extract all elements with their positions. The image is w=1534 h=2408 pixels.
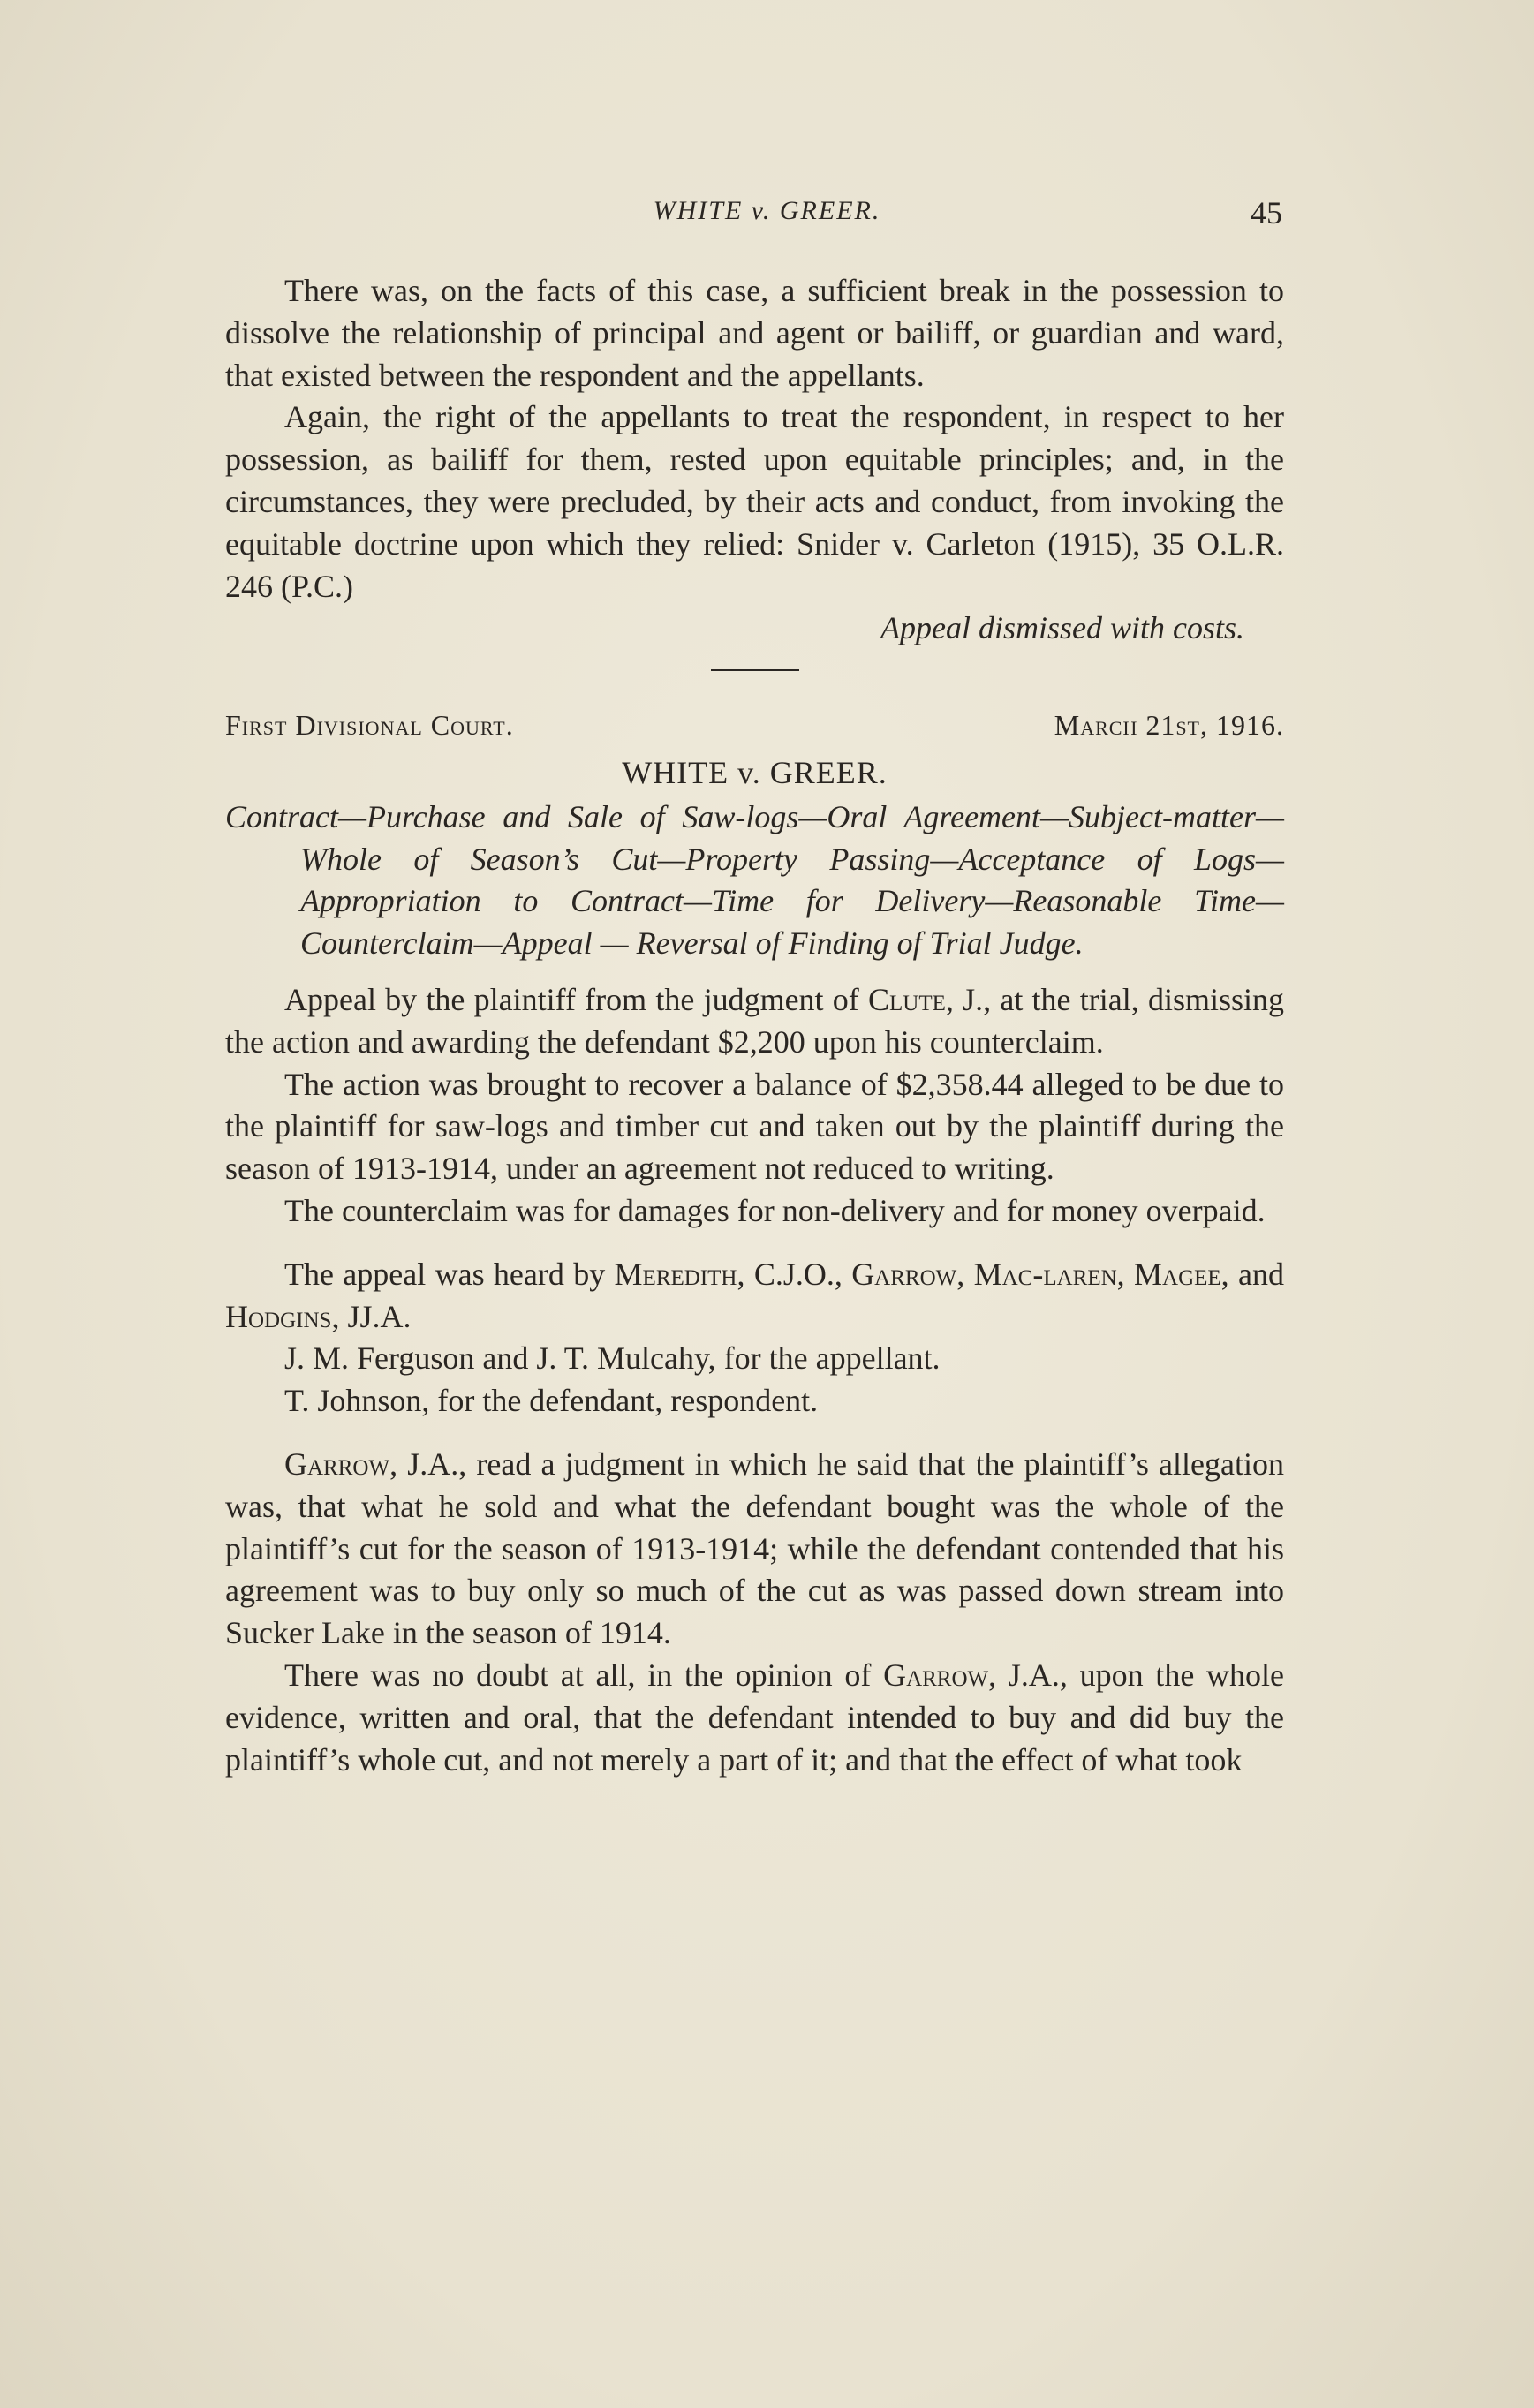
judge-name: Magee bbox=[1134, 1256, 1221, 1292]
previous-case-paragraph-1: There was, on the facts of this case, a sufficient break in the possession to dissolve the relationship of principal and agent or bailiff, or guardian and ward, that existed between the respondent and the appellants. bbox=[225, 273, 1284, 393]
counsel-appellant: J. M. Ferguson and J. T. Mulcahy, for the appellant. bbox=[284, 1340, 941, 1377]
bench-text-c: , bbox=[956, 1256, 974, 1292]
judge-name: Meredith bbox=[614, 1256, 737, 1292]
judgment-2-text-b: , J.A., upon the whole evidence, written and oral, that the defendant intended to buy and did buy the plaintiff’s whole cut, and not merely a part of it; and that the effect of what took bbox=[225, 1657, 1284, 1778]
judge-name: Garrow bbox=[883, 1657, 989, 1693]
disposition: Appeal dismissed with costs. bbox=[880, 610, 1244, 646]
bench-text-f: , JJ.A. bbox=[331, 1298, 412, 1334]
page-number: 45 bbox=[1251, 195, 1282, 230]
counsel-respondent: T. Johnson, for the defendant, respondent. bbox=[284, 1383, 819, 1419]
case-title: WHITE v. GREER. bbox=[622, 754, 888, 790]
running-head bbox=[0, 196, 1534, 240]
catchwords: Contract—Purchase and Sale of Saw-logs—Oral Agreement—Subject-matter—Whole of Season’s Cut—Property Passing—Acceptance of Logs—Appropriation to Contract—Time for Delivery—Reasonable Time—Counterclaim—Appeal — Reversal of Finding of Trial Judge. bbox=[225, 798, 1284, 962]
bench-paragraph bbox=[225, 1254, 1284, 1339]
bench-text-a: The appeal was heard by bbox=[284, 1256, 615, 1292]
intro-paragraph-1 bbox=[225, 979, 1284, 1064]
bench-text-e: , and bbox=[1220, 1256, 1284, 1292]
judgment-paragraph-2 bbox=[225, 1655, 1284, 1781]
judge-name: Garrow bbox=[284, 1446, 390, 1482]
spacer bbox=[225, 1233, 1284, 1254]
decision-date: March 21st, 1916. bbox=[1054, 709, 1284, 742]
judgment-paragraph-1 bbox=[225, 1444, 1284, 1655]
court-name: First Divisional Court. bbox=[225, 709, 514, 742]
intro-paragraph-3: The counterclaim was for damages for non-delivery and for money overpaid. bbox=[284, 1192, 1266, 1228]
trial-judge-name: Clute bbox=[868, 981, 946, 1017]
intro-paragraph-2: The action was brought to recover a balance of $2,358.44 alleged to be due to the plaintiff for saw-logs and timber cut and taken out by the plaintiff during the season of 1913-1914, under an agreement not reduced to writing. bbox=[225, 1066, 1284, 1187]
bench-text-b: , C.J.O., bbox=[737, 1256, 852, 1292]
judge-name: Mac-laren bbox=[973, 1256, 1117, 1292]
intro-1-text-b: , J., at the trial, dismissing the action and awarding the defendant $2,200 upon his counterclaim. bbox=[225, 981, 1285, 1060]
judgment-1-text: , J.A., read a judgment in which he said that the plaintiff’s allegation was, that what he sold and what the defendant bought was the whole of the plaintiff’s cut for the season of 1913-1914; while the defendant contended that his agreement was to buy only so much of the cut as was passed down stream into Sucker Lake in the season of 1914. bbox=[225, 1446, 1284, 1651]
previous-case-paragraph-2: Again, the right of the appellants to treat the respondent, in respect to her possession, as bailiff for them, rested upon equitable principles; and, in the circumstances, they were precluded, by their acts and conduct, from invoking the equitable doctrine upon which they relied: Snider v. Carleton (1915), 35 O.L.R. 246 (P.C.) bbox=[225, 399, 1284, 604]
running-title: WHITE v. GREER. bbox=[653, 196, 881, 225]
section-divider bbox=[711, 669, 799, 671]
spacer bbox=[225, 1423, 1284, 1444]
judge-name: Garrow bbox=[851, 1256, 957, 1292]
judgment-2-text-a: There was no doubt at all, in the opinion of bbox=[284, 1657, 884, 1693]
spacer bbox=[225, 965, 1284, 979]
court-line bbox=[225, 705, 1284, 747]
bench-text-d: , bbox=[1116, 1256, 1134, 1292]
intro-1-text-a: Appeal by the plaintiff from the judgment of bbox=[284, 981, 868, 1017]
page-body bbox=[225, 270, 1284, 1781]
judge-name: Hodgins bbox=[225, 1298, 332, 1334]
